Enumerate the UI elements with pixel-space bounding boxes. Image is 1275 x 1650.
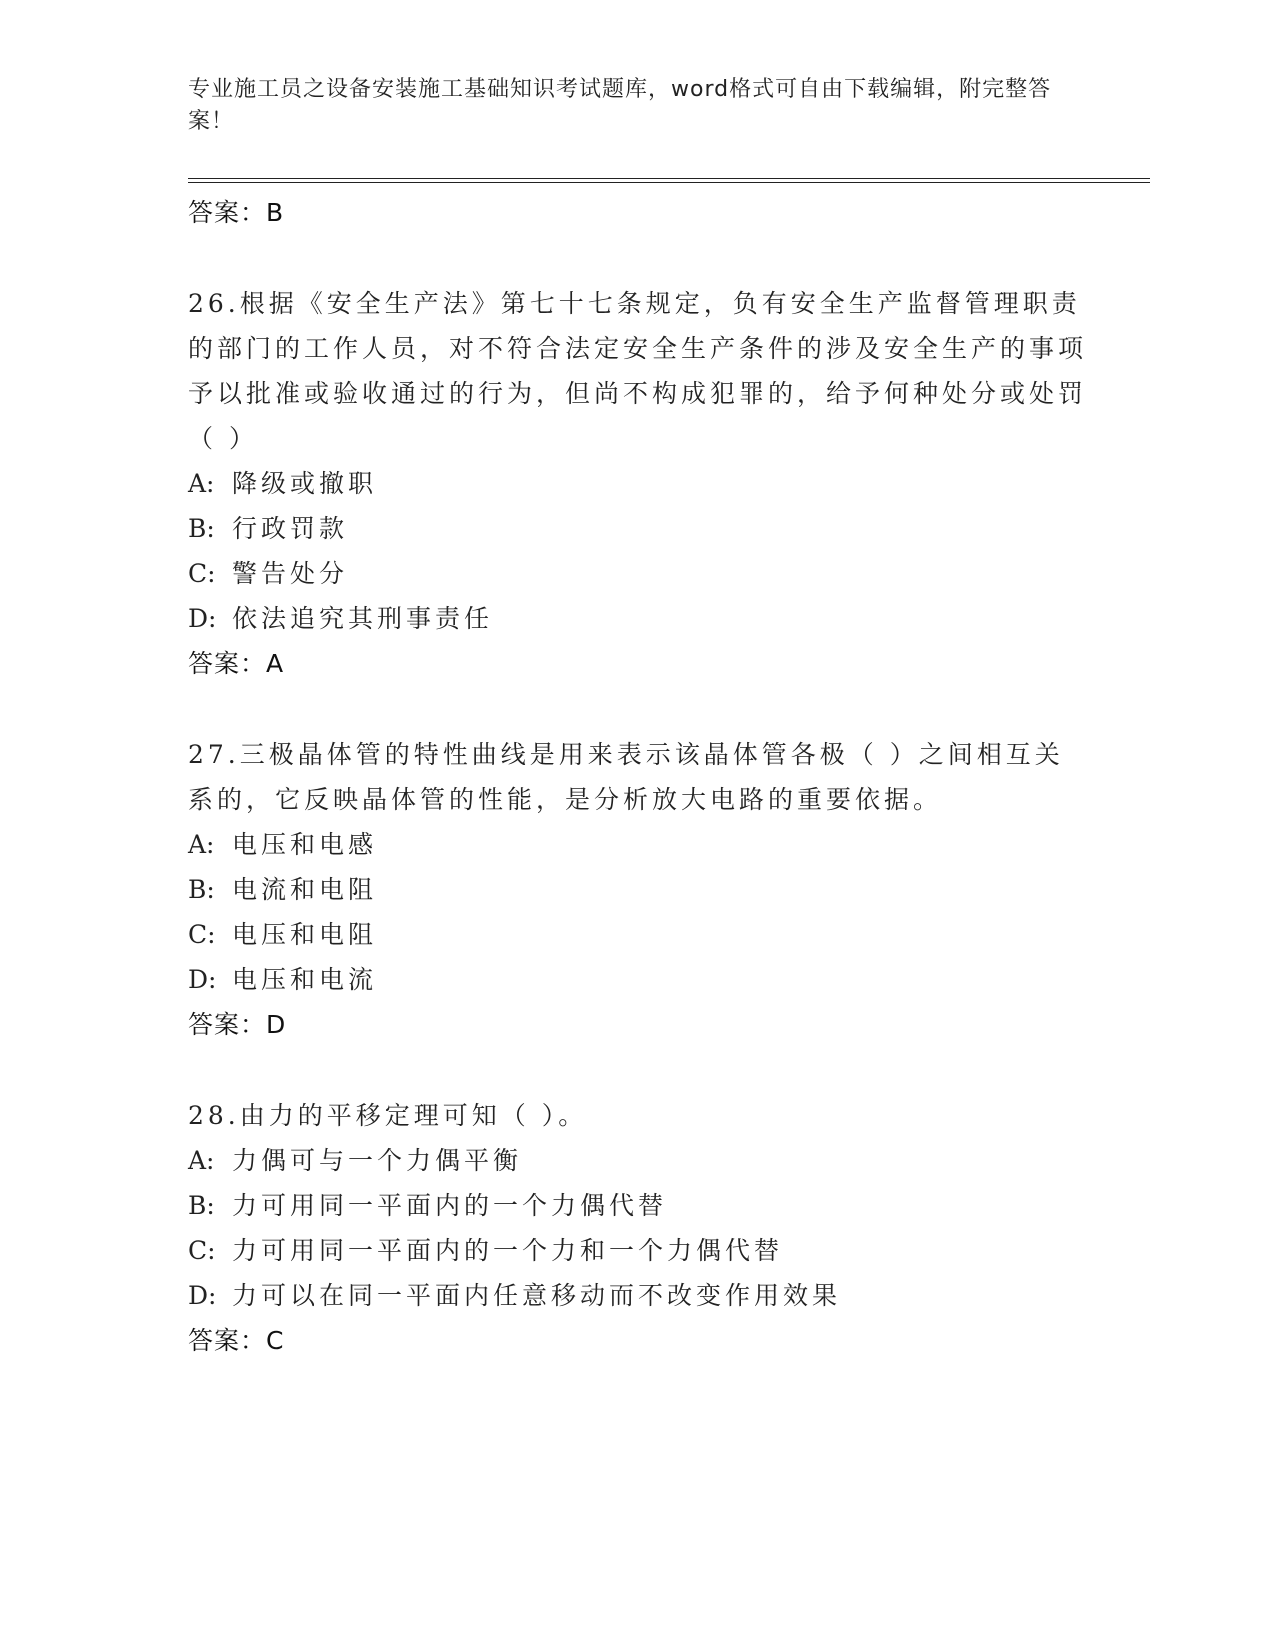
option-d — [188, 596, 1088, 641]
answer-previous: 答案：B — [188, 198, 285, 227]
option-key: A: — [188, 830, 215, 859]
question-text: 26.根据《安全生产法》第七十七条规定，负有安全生产监督管理职责的部门的工作人员，对不符合法定安全生产条件的涉及安全生产的事项予以批准或验收通过的行为，但尚不构成犯罪的，给予何种处分或处罚（ ） — [188, 289, 1088, 453]
option-text: 依法追究其刑事责任 — [232, 604, 494, 633]
option-key: C: — [188, 920, 216, 949]
option-key: B: — [188, 875, 215, 904]
option-a — [188, 822, 1088, 867]
question-26 — [188, 281, 1088, 686]
option-key: B: — [188, 514, 215, 543]
question-27 — [188, 732, 1088, 1047]
option-text: 力可以在同一平面内任意移动而不改变作用效果 — [232, 1281, 842, 1310]
header-divider — [188, 178, 1150, 183]
option-a — [188, 1138, 1088, 1183]
option-c — [188, 551, 1088, 596]
option-c — [188, 912, 1088, 957]
question-28 — [188, 1093, 1088, 1363]
option-text: 力偶可与一个力偶平衡 — [232, 1146, 523, 1175]
option-key: D: — [188, 604, 217, 633]
option-key: A: — [188, 1146, 215, 1175]
option-text: 警告处分 — [232, 559, 349, 588]
option-b — [188, 867, 1088, 912]
option-a — [188, 461, 1088, 506]
option-key: B: — [188, 1191, 215, 1220]
option-c — [188, 1228, 1088, 1273]
option-b — [188, 1183, 1088, 1228]
option-key: D: — [188, 965, 217, 994]
option-d — [188, 1273, 1088, 1318]
option-text: 行政罚款 — [232, 514, 349, 543]
page-header: 专业施工员之设备安装施工基础知识考试题库，word格式可自由下载编辑，附完整答案！ — [188, 77, 1052, 134]
option-text: 电压和电感 — [232, 830, 378, 859]
option-key: C: — [188, 559, 216, 588]
option-b — [188, 506, 1088, 551]
answer-27: 答案：D — [188, 1010, 287, 1039]
question-text: 28.由力的平移定理可知（ ）。 — [188, 1101, 588, 1130]
option-key: C: — [188, 1236, 216, 1265]
option-d — [188, 957, 1088, 1002]
question-text: 27.三极晶体管的特性曲线是用来表示该晶体管各极（ ）之间相互关系的，它反映晶体管的性能，是分析放大电路的重要依据。 — [188, 740, 1064, 814]
option-text: 电流和电阻 — [232, 875, 378, 904]
answer-28: 答案：C — [188, 1326, 285, 1355]
option-text: 力可用同一平面内的一个力和一个力偶代替 — [232, 1236, 784, 1265]
option-key: D: — [188, 1281, 217, 1310]
option-text: 电压和电阻 — [232, 920, 378, 949]
option-key: A: — [188, 469, 215, 498]
option-text: 降级或撤职 — [232, 469, 378, 498]
document-body — [188, 190, 1088, 1363]
option-text: 电压和电流 — [232, 965, 378, 994]
answer-26: 答案：A — [188, 649, 285, 678]
option-text: 力可用同一平面内的一个力偶代替 — [232, 1191, 668, 1220]
